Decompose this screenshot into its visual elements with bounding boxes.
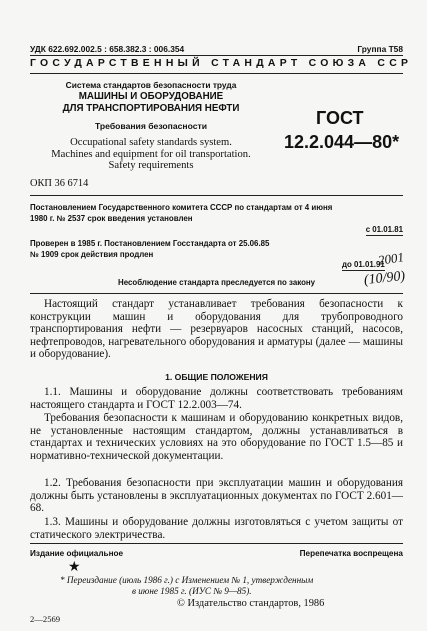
- reprint-notice: Перепечатка воспрещена: [299, 549, 403, 558]
- title-en-line1: Occupational safety standards system.: [70, 137, 232, 148]
- paragraph-1-2: 1.2. Требования безопасности при эксплуатации машин и оборудования должны быть установлены в эксплуатационных документах по ГОСТ 2.601—68.: [30, 477, 403, 515]
- paragraph-1-1: 1.1. Машины и оборудование должны соответствовать требованиям настоящего стандарта и ГОСТ 12.2.003—74.: [30, 386, 403, 411]
- penalty-notice: Несоблюдение стандарта преследуется по закону: [118, 278, 316, 287]
- title-en-line2: Machines and equipment for oil transportation.: [51, 148, 251, 160]
- star-icon: ★: [68, 560, 81, 575]
- extended-date: до 01.01.91: [342, 260, 385, 269]
- check-line2: № 1909 срок действия продлен: [30, 250, 154, 259]
- title-en-line3: Safety requirements: [108, 160, 194, 172]
- reprint-note-line1: * Переиздание (июль 1986 г.) с Изменением № 1, утвержденным: [60, 575, 314, 585]
- okp-code: ОКП 36 6714: [30, 178, 89, 189]
- title-rule: [30, 195, 403, 196]
- gost-label: ГОСТ: [316, 108, 364, 128]
- handwritten-note: (10/90): [363, 268, 406, 289]
- title-ru-line1: МАШИНЫ И ОБОРУДОВАНИЕ: [78, 91, 224, 102]
- system-name: Система стандартов безопасности труда: [65, 80, 237, 90]
- requirements-ru: Требования безопасности: [95, 121, 207, 131]
- title-block-en: [42, 137, 260, 172]
- title-ru-line2: ДЛЯ ТРАНСПОРТИРОВАНИЯ НЕФТИ: [62, 103, 240, 114]
- check-line1: Проверен в 1985 г. Постановлением Госстандарта от 25.06.85: [30, 239, 270, 248]
- group-code: Группа Т58: [357, 44, 403, 54]
- reprint-note-line2: в июне 1985 г. (ИУС № 9—85).: [132, 586, 252, 596]
- intro-paragraph: Настоящий стандарт устанавливает требования безопасности к конструкции машин и оборудования для трубопроводного транспортирования нефти — резервуаров насосных станций, насосов, нефтепроводов, нагревательного оборудования и арматуры (далее — машины и оборудование).: [30, 298, 403, 361]
- paragraph-unnumbered: Требования безопасности к машинам и оборудованию конкретных видов, не установленные настоящим стандартом, должны устанавливаться в стандартах и технических условиях на это оборудование по ГОСТ 1.5—85 и нормативно-технической документации.: [30, 412, 403, 462]
- gost-number: 12.2.044—80*: [284, 132, 400, 152]
- title-block-ru: [42, 80, 260, 132]
- decree-line2: 1980 г. № 2537 срок введения установлен: [30, 214, 193, 223]
- official-edition: Издание официальное: [30, 549, 124, 558]
- udk-code: УДК 622.692.002.5 : 658.382.3 : 006.354: [30, 44, 185, 54]
- print-code: 2—2569: [30, 614, 61, 624]
- standard-banner: ГОСУДАРСТВЕННЫЙ СТАНДАРТ СОЮЗА ССР: [30, 58, 413, 69]
- paragraph-1-3: 1.3. Машины и оборудование должны изготовляться с учетом защиты от статического электричества.: [30, 516, 403, 541]
- handwritten-extension: 2001: [377, 249, 405, 268]
- section-title: 1. ОБЩИЕ ПОЛОЖЕНИЯ: [165, 372, 268, 382]
- footer-rule: [30, 543, 403, 544]
- effective-date: с 01.01.81: [365, 225, 403, 234]
- decree-rule: [30, 293, 403, 294]
- header-rule-top: [30, 55, 403, 56]
- copyright: © Издательство стандартов, 1986: [177, 598, 325, 609]
- header-rule-bottom: [30, 73, 403, 74]
- decree-line1: Постановлением Государственного комитета СССР по стандартам от 4 июня: [30, 203, 333, 212]
